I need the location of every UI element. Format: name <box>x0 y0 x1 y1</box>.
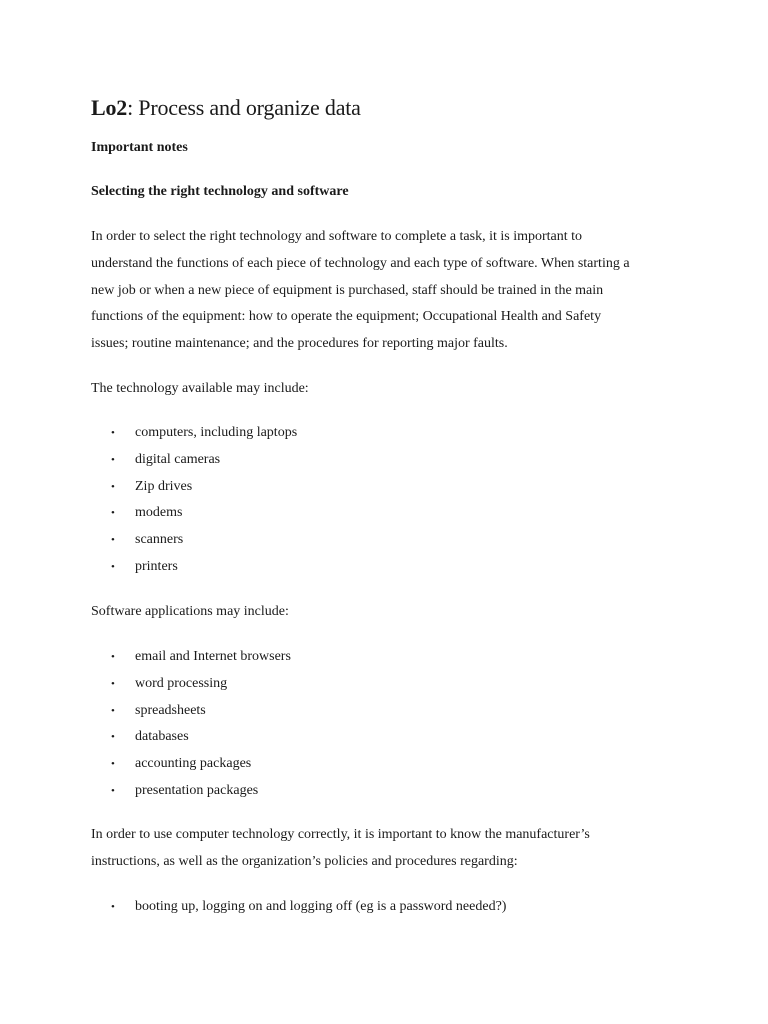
usage-list <box>0 894 768 921</box>
bullet-icon: • <box>111 534 115 547</box>
list-item <box>0 554 768 581</box>
bullet-icon: • <box>111 758 115 771</box>
list-item <box>0 724 768 751</box>
paragraph-line: instructions, as well as the organization’s policies and procedures regarding: <box>91 853 518 869</box>
list-item <box>0 447 768 474</box>
list-item <box>0 894 768 921</box>
bullet-icon: • <box>111 480 115 493</box>
bullet-icon: • <box>111 901 115 913</box>
list-item-text: presentation packages <box>135 782 259 798</box>
list-item-text: Zip drives <box>135 478 193 494</box>
bullet-icon: • <box>111 731 115 744</box>
list-item-text: computers, including laptops <box>135 425 298 440</box>
list-item-text: accounting packages <box>135 756 252 772</box>
list-item-text: spreadsheets <box>135 702 206 718</box>
page-title <box>91 94 361 122</box>
bullet-icon: • <box>111 784 115 797</box>
list-item-text: booting up, logging on and logging off (eg is a password needed?) <box>135 899 507 914</box>
bullet-icon: • <box>111 651 115 663</box>
list-item-text: digital cameras <box>135 451 221 467</box>
list-item <box>0 698 768 725</box>
bullet-icon: • <box>111 427 115 439</box>
bullet-icon: • <box>111 507 115 520</box>
list-item <box>0 671 768 698</box>
technology-intro <box>91 376 309 403</box>
list-item <box>0 644 768 671</box>
section-title: Selecting the right technology and software <box>91 184 349 199</box>
technology-list <box>0 420 768 581</box>
technology-intro-text: The technology available may include: <box>91 381 309 396</box>
bullet-icon: • <box>111 704 115 717</box>
paragraph-line: In order to use computer technology correctly, it is important to know the manufacturer’s <box>91 827 590 842</box>
list-item <box>0 500 768 527</box>
page-title-text: : Process and organize data <box>127 95 361 120</box>
list-item <box>0 420 768 447</box>
list-item-text: modems <box>135 505 183 521</box>
list-item <box>0 751 768 778</box>
list-item <box>0 778 768 805</box>
list-item-text: email and Internet browsers <box>135 649 291 664</box>
software-list <box>0 644 768 805</box>
list-item <box>0 474 768 501</box>
paragraph-line: functions of the equipment: how to operate the equipment; Occupational Health and Safety <box>91 309 602 325</box>
software-intro <box>91 599 289 626</box>
paragraph-line: issues; routine maintenance; and the procedures for reporting major faults. <box>91 336 508 352</box>
paragraph-line: understand the functions of each piece of technology and each type of software. When starting a <box>91 255 630 271</box>
list-item-text: scanners <box>135 532 184 548</box>
list-item <box>0 527 768 554</box>
list-item-text: printers <box>135 558 178 574</box>
list-item-text: word processing <box>135 675 228 691</box>
page-title-prefix: Lo2 <box>91 95 128 120</box>
list-item-text: databases <box>135 729 189 745</box>
paragraph-line: new job or when a new piece of equipment is purchased, staff should be trained in the main <box>91 282 604 298</box>
software-intro-text: Software applications may include: <box>91 604 289 619</box>
important-notes-label: Important notes <box>91 140 188 155</box>
usage-paragraph <box>91 822 590 876</box>
paragraph-line: In order to select the right technology and software to complete a task, it is important to <box>91 229 583 244</box>
bullet-icon: • <box>111 677 115 690</box>
intro-paragraph <box>91 224 630 358</box>
bullet-icon: • <box>111 560 115 573</box>
bullet-icon: • <box>111 453 115 466</box>
